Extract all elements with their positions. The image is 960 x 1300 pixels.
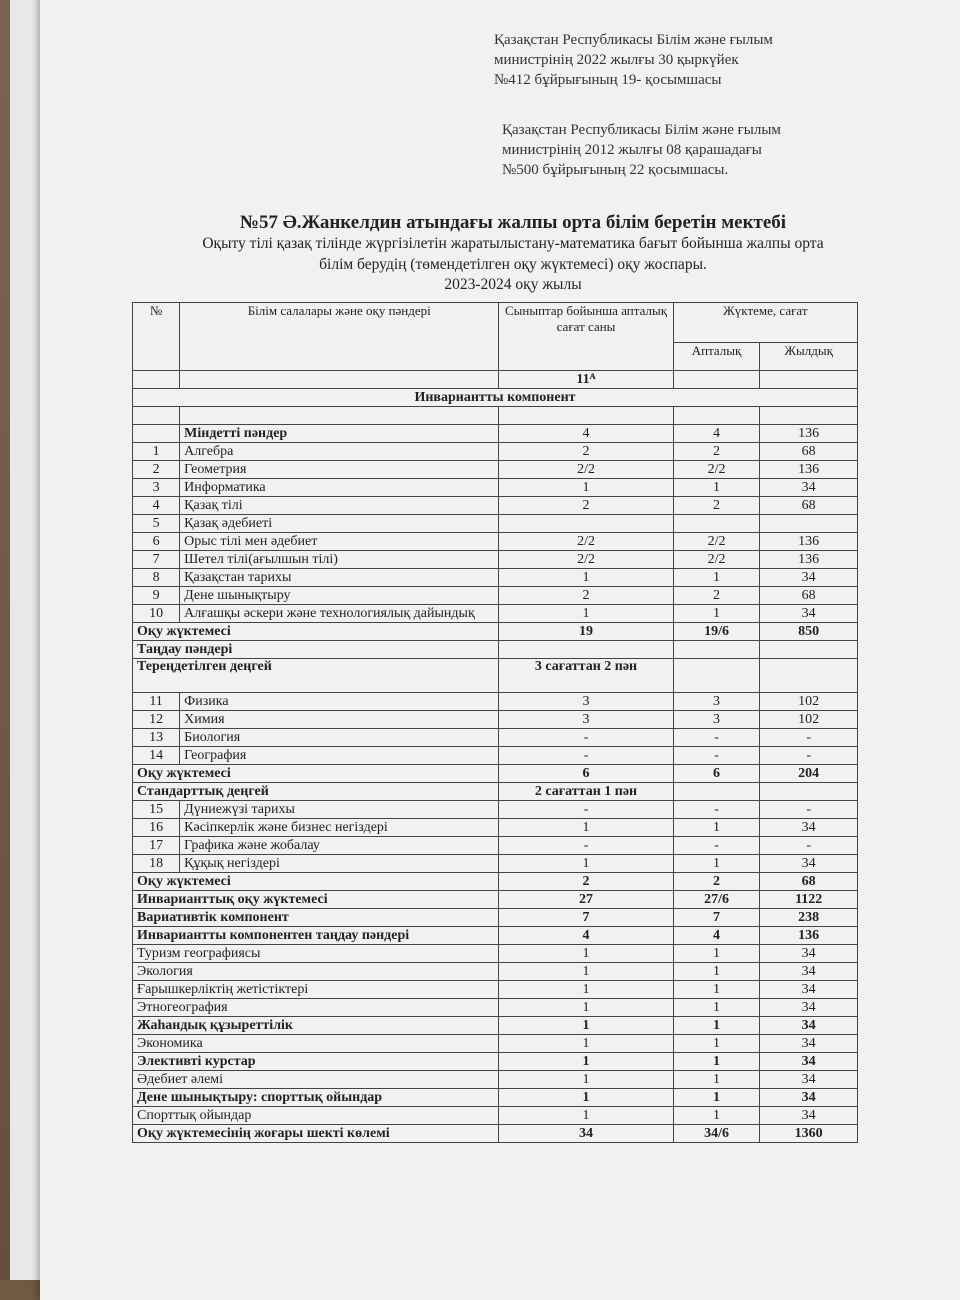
table-row: 10 Алғашқы әскери және технологиялық дайындық 1 1 34	[133, 605, 858, 623]
summary-row: Әдебиет әлемі 1 1 34	[133, 1071, 858, 1089]
table-row: 7 Шетел тілі(ағылшын тілі) 2/2 2/2 136	[133, 551, 858, 569]
table-row: 3 Информатика 1 1 34	[133, 479, 858, 497]
advanced-note: 3 сағаттан 2 пән	[499, 659, 673, 693]
table-row: 18 Құқық негіздері 1 1 34	[133, 855, 858, 873]
elective-heading: Таңдау пәндері	[133, 641, 499, 659]
summary-row: Экология 1 1 34	[133, 963, 858, 981]
col-weekly-by-grade-header: Сыныптар бойынша апталық сағат саны	[499, 303, 673, 371]
summary-row: Экономика 1 1 34	[133, 1035, 858, 1053]
standard-heading: Стандарттық деңгей	[133, 783, 499, 801]
table-row: 14 География - - -	[133, 747, 858, 765]
academic-year: 2023-2024 оқу жылы	[444, 276, 582, 293]
table-row: 5 Қазақ әдебиеті	[133, 515, 858, 533]
summary-row: Вариативтік компонент 7 7 238	[133, 909, 858, 927]
advanced-heading: Тереңдетілген деңгей	[133, 659, 499, 693]
col-year-header: Жылдық	[760, 343, 858, 371]
summary-row: Этногеография 1 1 34	[133, 999, 858, 1017]
table-row: 1 Алгебра 2 2 68	[133, 443, 858, 461]
summary-row: Инвариантты компонентен таңдау пәндері 4 4 136	[133, 927, 858, 945]
summary-row: Туризм географиясы 1 1 34	[133, 945, 858, 963]
summary-row: Инварианттық оқу жүктемесі 27 27/6 1122	[133, 891, 858, 909]
order-reference-2: Қазақстан Республикасы Білім және ғылым министрінің 2012 жылғы 08 қарашадағы №500 бұйрығының 22 қосымшасы.	[502, 122, 781, 178]
curriculum-table	[132, 302, 858, 1143]
order-reference-1: Қазақстан Республикасы Білім және ғылым министрінің 2022 жылғы 30 қыркүйек №412 бұйрығының 19- қосымшасы	[494, 32, 773, 88]
document-title: №57 Ә.Жанкелдин атындағы жалпы орта білім беретін мектебі	[239, 212, 787, 233]
grade-label: 11ᴬ	[499, 371, 673, 389]
load-row: Оқу жүктемесі 6 6 204	[133, 765, 858, 783]
document-page	[40, 0, 960, 1300]
table-row: 2 Геометрия 2/2 2/2 136	[133, 461, 858, 479]
summary-row: Ғарышкерліктің жетістіктері 1 1 34	[133, 981, 858, 999]
invariant-section: Инвариантты компонент	[133, 389, 858, 407]
summary-row: Спорттық ойындар 1 1 34	[133, 1107, 858, 1125]
standard-note: 2 сағаттан 1 пән	[499, 783, 673, 801]
table-row: 11 Физика 3 3 102	[133, 693, 858, 711]
table-row: 17 Графика және жобалау - - -	[133, 837, 858, 855]
table-row: 6 Орыс тілі мен әдебиет 2/2 2/2 136	[133, 533, 858, 551]
table-row: 15 Дүниежүзі тарихы - - -	[133, 801, 858, 819]
table-row: 9 Дене шынықтыру 2 2 68	[133, 587, 858, 605]
col-week-header: Апталық	[673, 343, 760, 371]
summary-row: Элективті курстар 1 1 34	[133, 1053, 858, 1071]
load-row: Оқу жүктемесі 19 19/6 850	[133, 623, 858, 641]
document-subtitle: Оқыту тілі қазақ тілінде жүргізілетін жаратылыстану-математика бағыт бойынша жалпы орта	[202, 235, 824, 252]
col-subject-header: Білім салалары және оқу пәндері	[180, 303, 499, 371]
mandatory-row: Міндетті пәндер 4 4 136	[133, 425, 858, 443]
summary-row: Оқу жүктемесінің жоғары шекті көлемі 34 34/6 1360	[133, 1125, 858, 1143]
table-row: 16 Кәсіпкерлік және бизнес негіздері 1 1 34	[133, 819, 858, 837]
summary-row: Дене шынықтыру: спорттық ойындар 1 1 34	[133, 1089, 858, 1107]
table-row: 12 Химия 3 3 102	[133, 711, 858, 729]
table-row: 13 Биология - - -	[133, 729, 858, 747]
col-number-header: №	[133, 303, 180, 371]
summary-row: Оқу жүктемесі 2 2 68	[133, 873, 858, 891]
document-subtitle-2: білім берудің (төмендетілген оқу жүктемесі) оқу жоспары.	[319, 256, 707, 273]
table-row: 8 Қазақстан тарихы 1 1 34	[133, 569, 858, 587]
summary-row: Жаһандық құзыреттілік 1 1 34	[133, 1017, 858, 1035]
col-load-header: Жүктеме, сағат	[673, 303, 857, 343]
table-row: 4 Қазақ тілі 2 2 68	[133, 497, 858, 515]
